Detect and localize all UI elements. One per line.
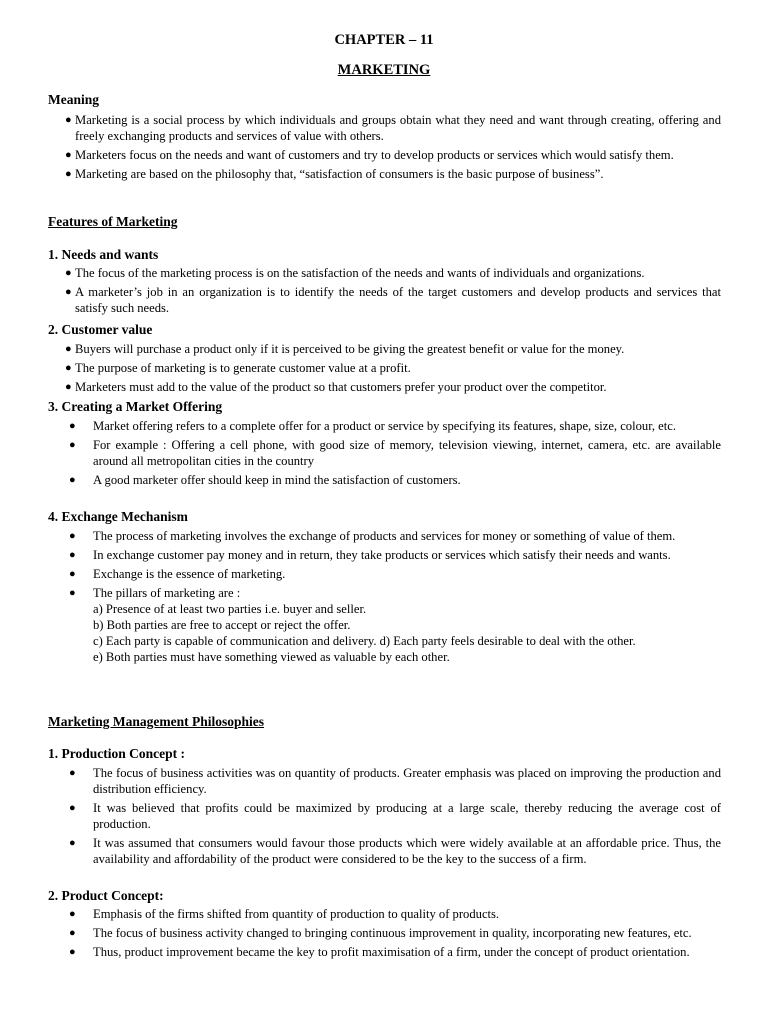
- bullet-icon: ●: [69, 474, 76, 486]
- philosophies-heading: Marketing Management Philosophies: [48, 714, 264, 729]
- bullet-icon: ●: [69, 549, 76, 561]
- page-title: MARKETING: [337, 62, 431, 78]
- pillar-item: e) Both parties must have something viewed as valuable by each other.: [93, 650, 450, 664]
- bullet-icon: ●: [65, 267, 72, 279]
- production-heading: 1. Production Concept :: [48, 746, 185, 761]
- pillar-item: a) Presence of at least two parties i.e. buyer and seller.: [93, 602, 367, 616]
- list-item: ● It was believed that profits could be maximized by producing at a large scale, thereby reducing the average cost of production.: [69, 801, 721, 831]
- list-item: ● Thus, product improvement became the key to profit maximisation of a firm, under the concept of product orientation.: [69, 945, 690, 959]
- needs-list: [0, 265, 768, 319]
- list-item: ● A marketer’s job in an organization is to identify the needs of the target customers and develop products and services that satisfy such needs.: [65, 285, 721, 315]
- list-item: ● The purpose of marketing is to generate customer value at a profit.: [65, 361, 411, 375]
- list-item: ● Market offering refers to a complete offer for a product or service by specifying its features, shape, size, colour, etc.: [69, 419, 677, 433]
- list-item: ● Marketers focus on the needs and want of customers and try to develop products or services which would satisfy them.: [65, 148, 674, 162]
- list-item: ● A good marketer offer should keep in mind the satisfaction of customers.: [69, 473, 461, 487]
- bullet-icon: ●: [69, 568, 76, 580]
- list-item: ● Marketers must add to the value of the product so that customers prefer your product over the competitor.: [65, 380, 607, 394]
- product-list: [0, 906, 768, 963]
- list-item: ● Emphasis of the firms shifted from quantity of production to quality of products.: [69, 907, 500, 921]
- bullet-icon: ●: [65, 149, 72, 161]
- bullet-icon: ●: [65, 362, 72, 374]
- list-item: ● Buyers will purchase a product only if it is perceived to be giving the greatest benefit or value for the money.: [65, 342, 625, 356]
- bullet-icon: ●: [69, 530, 76, 542]
- bullet-icon: ●: [69, 420, 76, 432]
- list-item: ● Marketing is a social process by which individuals and groups obtain what they need and want through creating, offering and freely exchanging products and services of value with others.: [65, 113, 721, 143]
- bullet-icon: ●: [65, 168, 72, 180]
- offering-heading: 3. Creating a Market Offering: [48, 399, 223, 414]
- exchange-heading: 4. Exchange Mechanism: [48, 509, 188, 524]
- bullet-icon: ●: [69, 802, 76, 814]
- features-heading: Features of Marketing: [48, 214, 178, 229]
- list-item: ● It was assumed that consumers would favour those products which were widely available at an affordable price. Thus, the availability and affordability of the product were considered to be the key to the success of a firm.: [69, 836, 721, 866]
- list-item: ● Marketing are based on the philosophy that, “satisfaction of consumers is the basic purpose of business”.: [65, 167, 604, 181]
- list-item: ● The focus of the marketing process is on the satisfaction of the needs and wants of individuals and organizations.: [65, 266, 645, 280]
- bullet-icon: ●: [69, 946, 76, 958]
- bullet-icon: ●: [65, 114, 72, 126]
- pillar-item: b) Both parties are free to accept or reject the offer.: [93, 618, 351, 632]
- exchange-list: [0, 528, 768, 668]
- list-item: ● The pillars of marketing are : a) Presence of at least two parties i.e. buyer and seller. b) Both parties are free to accept or reject the offer. c) Each party is capable of communication and delivery. d) Each party feels desirable to deal with the other. e) Both parties must have something viewed as valuable by each other.: [93, 585, 721, 665]
- bullet-icon: ●: [65, 343, 72, 355]
- bullet-icon: ●: [69, 908, 76, 920]
- list-item: ● The focus of business activities was on quantity of products. Greater emphasis was placed on improving the production and distribution efficiency.: [69, 766, 721, 796]
- value-list: [0, 341, 768, 398]
- bullet-icon: ●: [69, 439, 76, 451]
- list-item: ● Exchange is the essence of marketing.: [69, 567, 286, 581]
- production-list: [0, 765, 768, 870]
- needs-heading: 1. Needs and wants: [48, 247, 159, 262]
- value-heading: 2. Customer value: [48, 322, 153, 337]
- bullet-icon: ●: [69, 927, 76, 939]
- list-item: ● The focus of business activity changed to bringing continuous improvement in quality, incorporating new features, etc.: [69, 926, 692, 940]
- pillar-item: c) Each party is capable of communication and delivery. d) Each party feels desirable to deal with the other.: [93, 634, 636, 648]
- meaning-heading: Meaning: [48, 92, 100, 107]
- bullet-icon: ●: [65, 381, 72, 393]
- meaning-list: [0, 112, 768, 185]
- list-item: ● For example : Offering a cell phone, with good size of memory, television viewing, internet, camera, etc. are available around all metropolitan cities in the country: [69, 438, 721, 468]
- offering-list: [0, 418, 768, 491]
- bullet-icon: ●: [69, 587, 76, 599]
- chapter-number: CHAPTER – 11: [334, 32, 434, 48]
- list-item: ● In exchange customer pay money and in return, they take products or services which satisfy their needs and wants.: [69, 548, 671, 562]
- bullet-icon: ●: [65, 286, 72, 298]
- bullet-icon: ●: [69, 767, 76, 779]
- product-heading: 2. Product Concept:: [48, 888, 164, 903]
- bullet-icon: ●: [69, 837, 76, 849]
- list-item: ● The process of marketing involves the exchange of products and services for money or something of value of them.: [69, 529, 676, 543]
